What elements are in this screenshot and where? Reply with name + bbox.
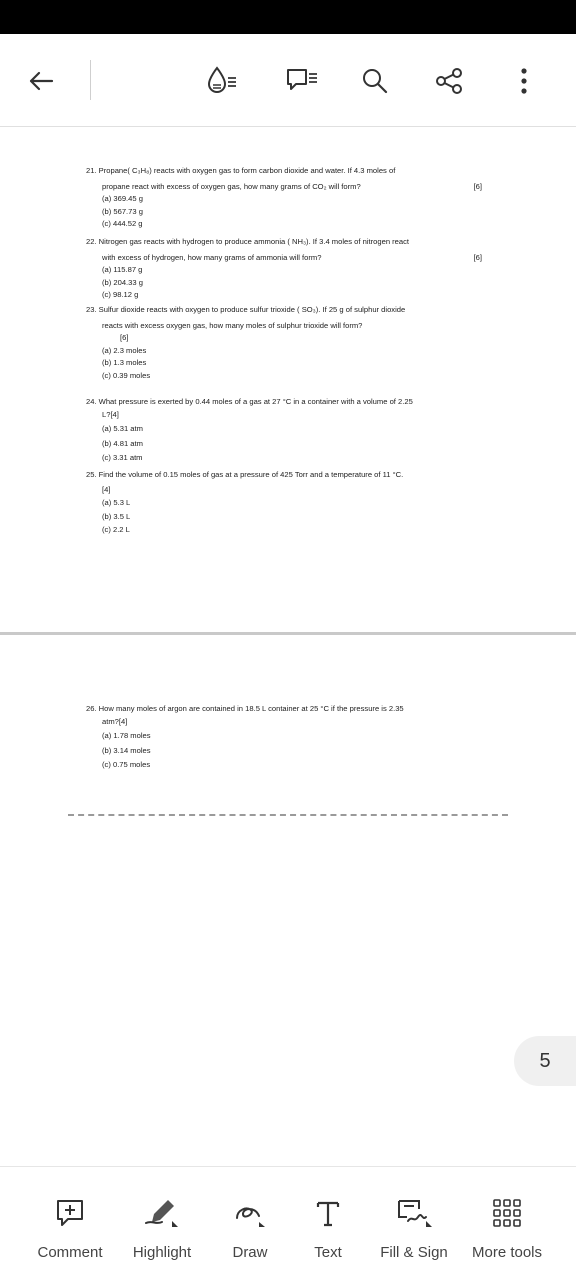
ink-drop-icon[interactable] [205,64,239,98]
question-24 [86,396,506,465]
answer-option: (b) 4.81 atm [102,438,143,448]
tool-draw[interactable] [220,1167,280,1281]
tool-text[interactable] [298,1167,358,1281]
page-number-badge: 5 [514,1036,576,1086]
status-bar [0,0,576,34]
highlighter-icon [142,1197,182,1229]
bottom-toolbar [0,1166,576,1281]
tool-label: Highlight [132,1244,192,1261]
question-stem: reacts with excess oxygen gas, how many moles of sulphur trioxide will form? [102,320,363,330]
tool-more[interactable] [466,1167,548,1281]
share-icon[interactable] [432,64,466,98]
answer-option: (c) 0.75 moles [102,760,151,769]
dashed-divider [68,814,508,816]
page-separator [0,632,576,635]
question-stem: 24. What pressure is exerted by 0.44 moles of a gas at 27 °C in a container with a volume of 2.25 [86,397,413,406]
question-stem: 22. Nitrogen gas reacts with hydrogen to produce ammonia ( NH₃). If 3.4 moles of nitrogen react [86,237,410,246]
tool-label: More tools [471,1244,543,1261]
question-stem: 26. How many moles of argon are contained in 18.5 L container at 25 °C if the pressure is 2.35 [86,704,404,713]
comment-list-icon[interactable] [285,64,319,98]
answer-option: (b) 204.33 g [102,277,143,287]
marks-label: [6] [473,252,482,262]
question-25 [86,469,506,537]
tool-label: Draw [232,1244,268,1261]
tool-label: Fill & Sign [380,1244,448,1261]
answer-option: (a) 1.78 moles [102,731,151,740]
tool-comment[interactable] [30,1167,110,1281]
grid-icon [492,1197,522,1229]
answer-option: (a) 369.45 g [102,194,143,203]
answer-option: (b) 3.14 moles [102,745,151,755]
question-stem: L?[4] [102,409,119,419]
tool-fill-sign[interactable] [374,1167,454,1281]
answer-option: (c) 3.31 atm [102,453,143,462]
top-toolbar [0,34,576,127]
draw-icon [233,1197,267,1229]
question-stem: propane react with excess of oxygen gas, how many grams of CO₂ will form? [102,181,361,191]
answer-option: (c) 0.39 moles [102,370,151,380]
answer-option: (c) 2.2 L [102,525,130,534]
marks-label: [6] [473,181,482,191]
question-stem: with excess of hydrogen, how many grams of ammonia will form? [102,252,322,262]
question-22 [86,236,506,302]
answer-option: (b) 3.5 L [102,511,131,521]
question-stem: 23. Sulfur dioxide reacts with oxygen to produce sulfur trioxide ( SO₃). If 25 g of sulphur dioxide [86,305,406,314]
document-view[interactable] [0,127,576,1167]
answer-option: (b) 567.73 g [102,206,143,216]
question-26 [86,703,506,772]
comment-add-icon [55,1197,85,1229]
question-stem: 25. Find the volume of 0.15 moles of gas at a pressure of 425 Torr and a temperature of 11 °C. [86,470,404,479]
marks-label: [6] [120,333,129,342]
question-stem: 21. Propane( C₃H₈) reacts with oxygen gas to form carbon dioxide and water. If 4.3 moles of [86,166,396,175]
back-arrow-icon[interactable] [24,64,58,98]
toolbar-divider [90,60,91,100]
answer-option: (a) 5.3 L [102,498,131,507]
tool-label: Text [314,1244,342,1261]
question-stem: atm?[4] [102,716,128,726]
more-vertical-icon[interactable] [507,64,541,98]
answer-option: (c) 444.52 g [102,219,143,228]
tool-highlight[interactable] [122,1167,202,1281]
answer-option: (a) 5.31 atm [102,424,143,433]
search-icon[interactable] [358,64,392,98]
answer-option: (a) 2.3 moles [102,345,147,355]
answer-option: (c) 98.12 g [102,290,139,299]
text-icon [315,1197,341,1229]
question-23 [86,304,506,382]
question-21 [86,165,506,231]
answer-option: (b) 1.3 moles [102,358,147,367]
answer-option: (a) 115.87 g [102,265,143,274]
fill-sign-icon [394,1197,434,1229]
question-stem: [4] [102,484,111,494]
tool-label: Comment [37,1244,103,1261]
